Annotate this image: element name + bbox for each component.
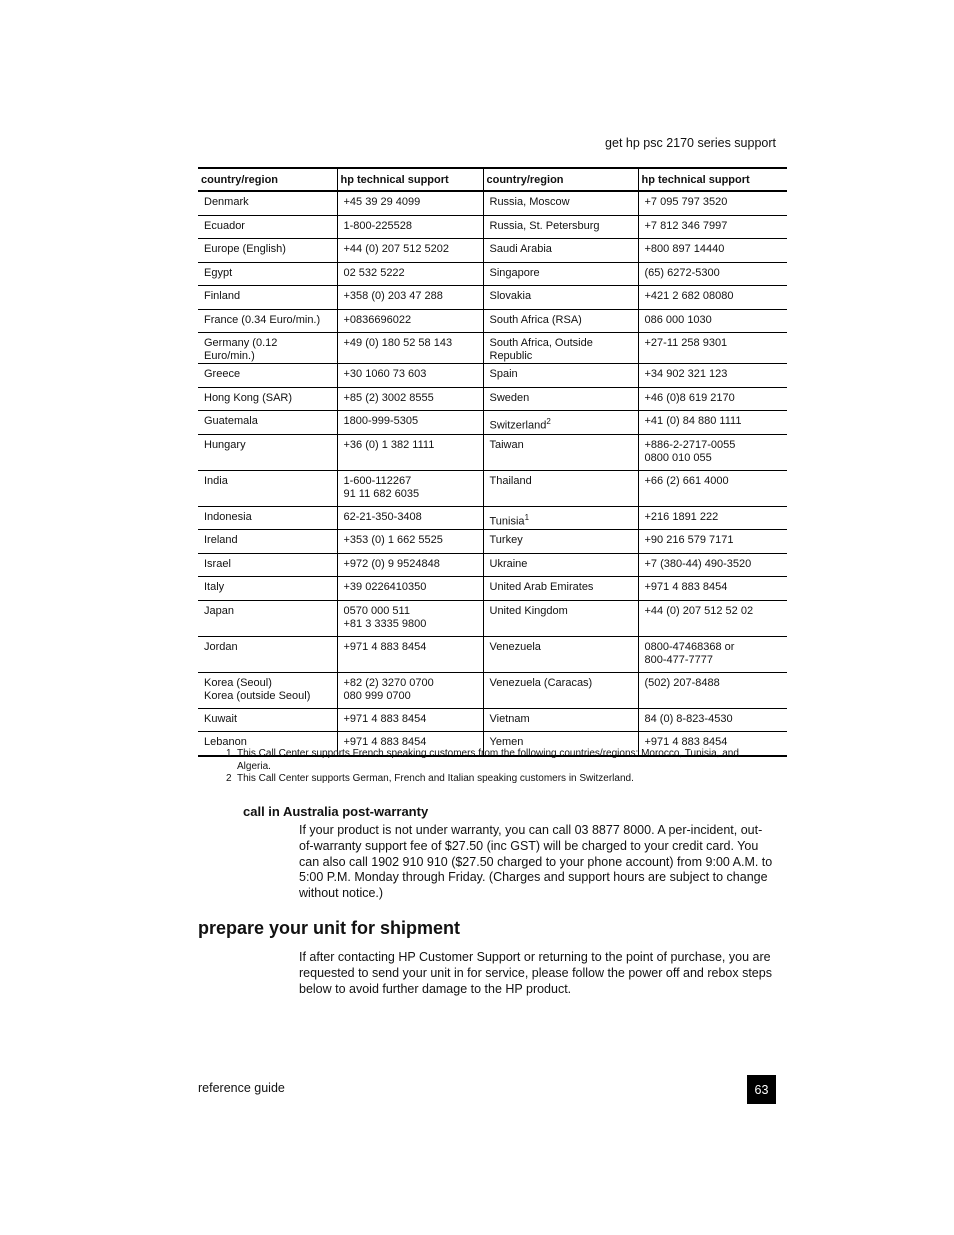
country-cell-text: Guatemala <box>204 415 258 427</box>
column-header-support: hp technical support <box>337 168 483 191</box>
phone-cell <box>638 239 787 263</box>
country-cell <box>198 672 337 708</box>
phone-cell <box>638 470 787 506</box>
shipment-paragraph: If after contacting HP Customer Support or returning to the point of purchase, you are requested to send your unit in for service, please follow the power off and rebox steps below to avoid further damage to the HP product. <box>299 950 772 996</box>
country-cell-text: Korea (Seoul) Korea (outside Seoul) <box>204 676 311 702</box>
phone-cell <box>337 600 483 636</box>
phone-cell-text: +27-11 258 9301 <box>644 337 728 349</box>
phone-cell <box>337 470 483 506</box>
country-cell <box>483 411 638 435</box>
country-cell-text: Tunisia <box>489 515 525 528</box>
phone-cell <box>638 530 787 554</box>
country-cell-text: Hungary <box>204 438 246 451</box>
phone-cell <box>638 191 787 215</box>
phone-cell-text: +85 (2) 3002 8555 <box>343 391 434 404</box>
country-cell-text: Japan <box>204 604 234 617</box>
phone-cell <box>337 411 483 435</box>
country-cell-text: South Africa (RSA) <box>489 313 582 326</box>
phone-cell-text: +46 (0)8 619 2170 <box>644 391 735 404</box>
phone-cell <box>638 708 787 732</box>
table-row <box>198 506 787 530</box>
phone-cell <box>638 636 787 672</box>
phone-cell <box>337 672 483 708</box>
footnotes <box>226 748 766 786</box>
country-cell <box>483 333 638 364</box>
phone-cell-text: +421 2 682 08080 <box>644 290 734 302</box>
country-cell-text: Thailand <box>489 474 532 487</box>
country-cell-text: India <box>204 474 228 487</box>
table-row <box>198 333 787 364</box>
country-cell <box>483 506 638 530</box>
phone-cell <box>337 286 483 310</box>
running-header: get hp psc 2170 series support <box>605 136 776 150</box>
phone-cell <box>638 215 787 239</box>
country-cell <box>483 364 638 388</box>
phone-cell <box>638 309 787 333</box>
country-cell-text: Europe (English) <box>204 243 286 255</box>
phone-cell-text: +44 (0) 207 512 52 02 <box>644 604 754 617</box>
phone-cell <box>337 577 483 601</box>
country-cell-text: Ukraine <box>489 557 528 570</box>
country-cell-text: Venezuela (Caracas) <box>489 676 593 689</box>
table-row <box>198 577 787 601</box>
footnote-marker: 1 <box>524 512 530 522</box>
country-cell <box>198 636 337 672</box>
table-row <box>198 708 787 732</box>
country-cell <box>483 470 638 506</box>
country-cell <box>483 434 638 470</box>
table-row <box>198 470 787 506</box>
phone-cell-text: +358 (0) 203 47 288 <box>343 290 443 302</box>
country-cell <box>483 636 638 672</box>
table-row <box>198 387 787 411</box>
phone-cell <box>638 672 787 708</box>
country-cell <box>198 262 337 286</box>
column-header-country: country/region <box>483 168 638 191</box>
phone-cell-text: +7 812 346 7997 <box>644 219 728 232</box>
phone-cell-text: 086 000 1030 <box>644 313 712 326</box>
country-cell <box>198 191 337 215</box>
phone-cell-text: +800 897 14440 <box>644 243 725 255</box>
phone-cell <box>638 262 787 286</box>
phone-cell-text: +39 0226410350 <box>343 581 427 593</box>
phone-cell <box>337 215 483 239</box>
phone-cell <box>638 506 787 530</box>
australia-heading: call in Australia post-warranty <box>243 804 429 819</box>
phone-cell-text: +41 (0) 84 880 1111 <box>644 415 742 427</box>
phone-cell <box>337 239 483 263</box>
phone-cell-text: 02 532 5222 <box>343 266 405 279</box>
phone-cell-text: +7 (380-44) 490-3520 <box>644 557 752 570</box>
table-row <box>198 672 787 708</box>
phone-cell-text: 1-600-112267 91 11 682 6035 <box>343 474 420 500</box>
country-cell-text: Yemen <box>489 736 524 748</box>
country-cell-text: Saudi Arabia <box>489 243 552 255</box>
phone-cell-text: +971 4 883 8454 <box>343 736 427 748</box>
table-row <box>198 215 787 239</box>
country-cell-text: Denmark <box>204 196 249 208</box>
table-row <box>198 530 787 554</box>
phone-cell-text: +7 095 797 3520 <box>644 196 728 208</box>
country-cell <box>198 286 337 310</box>
phone-cell-text: +971 4 883 8454 <box>644 581 728 593</box>
country-cell-text: United Kingdom <box>489 604 568 617</box>
phone-cell-text: (65) 6272-5300 <box>644 266 720 279</box>
country-cell <box>483 577 638 601</box>
phone-cell-text: +36 (0) 1 382 1111 <box>343 438 435 451</box>
country-cell-text: Vietnam <box>489 712 530 725</box>
country-cell-text: Italy <box>204 581 225 593</box>
country-cell-text: Singapore <box>489 266 540 279</box>
table-row <box>198 262 787 286</box>
phone-cell <box>337 530 483 554</box>
country-cell-text: Finland <box>204 290 241 302</box>
phone-cell-text: +82 (2) 3270 0700 080 999 0700 <box>343 676 434 702</box>
phone-cell <box>337 262 483 286</box>
phone-cell-text: 84 (0) 8-823-4530 <box>644 712 733 725</box>
country-cell <box>198 708 337 732</box>
country-cell <box>483 215 638 239</box>
country-cell <box>483 191 638 215</box>
phone-cell <box>638 600 787 636</box>
country-cell <box>198 577 337 601</box>
country-cell-text: Germany (0.12 Euro/min.) <box>204 337 278 362</box>
phone-cell-text: +45 39 29 4099 <box>343 196 421 208</box>
phone-cell-text: +972 (0) 9 9524848 <box>343 557 440 570</box>
phone-cell <box>638 364 787 388</box>
country-cell <box>483 708 638 732</box>
phone-cell <box>638 286 787 310</box>
phone-cell-text: +66 (2) 661 4000 <box>644 474 729 487</box>
footnote-text: This Call Center supports German, French and Italian speaking customers in Switzerland. <box>237 773 634 784</box>
country-cell <box>483 286 638 310</box>
country-cell <box>198 470 337 506</box>
country-cell <box>198 506 337 530</box>
country-cell <box>198 411 337 435</box>
country-cell <box>198 364 337 388</box>
country-cell <box>483 530 638 554</box>
phone-cell <box>337 434 483 470</box>
country-cell-text: Slovakia <box>489 290 532 302</box>
country-cell <box>483 600 638 636</box>
country-cell <box>198 530 337 554</box>
country-cell <box>198 215 337 239</box>
phone-cell <box>638 577 787 601</box>
country-cell <box>483 262 638 286</box>
country-cell <box>198 600 337 636</box>
table-row <box>198 434 787 470</box>
country-cell <box>483 239 638 263</box>
country-cell <box>483 672 638 708</box>
table-row <box>198 309 787 333</box>
phone-cell-text: +971 4 883 8454 <box>343 712 427 725</box>
phone-cell-text: +216 1891 222 <box>644 510 719 523</box>
table-header-row <box>198 168 787 191</box>
phone-cell-text: 0800-47468368 or 800-477-7777 <box>644 640 735 666</box>
phone-cell <box>638 553 787 577</box>
country-cell-text: Venezuela <box>489 640 541 653</box>
footnote-marker: 2 <box>546 417 551 426</box>
phone-cell <box>638 411 787 435</box>
country-cell-text: Greece <box>204 368 241 380</box>
phone-cell <box>337 309 483 333</box>
country-cell <box>198 553 337 577</box>
phone-cell-text: +353 (0) 1 662 5525 <box>343 534 443 546</box>
footnote <box>226 773 766 786</box>
country-cell-text: Indonesia <box>204 510 252 523</box>
phone-cell <box>337 553 483 577</box>
phone-cell-text: +34 902 321 123 <box>644 368 728 380</box>
footer-guide-title: reference guide <box>198 1081 285 1095</box>
phone-cell-text: +971 4 883 8454 <box>343 640 427 653</box>
country-cell-text: Sweden <box>489 391 530 404</box>
table-body <box>198 191 787 756</box>
phone-cell-text: +90 216 579 7171 <box>644 534 734 546</box>
table-row <box>198 239 787 263</box>
phone-cell-text: 0570 000 511 +81 3 3335 9800 <box>343 604 427 630</box>
page-number: 63 <box>747 1075 776 1104</box>
phone-cell-text: +49 (0) 180 52 58 143 <box>343 337 453 349</box>
country-cell <box>198 333 337 364</box>
phone-cell <box>638 387 787 411</box>
footnote-text: This Call Center supports French speaking customers from the following countries/regions: Morocco, Tunisia, and Algeria. <box>237 748 739 772</box>
footnote-number: 2 <box>226 773 232 784</box>
phone-cell <box>638 333 787 364</box>
country-cell-text: Ecuador <box>204 219 245 232</box>
phone-cell-text: +971 4 883 8454 <box>644 736 728 748</box>
footnote <box>226 748 766 773</box>
phone-cell <box>337 387 483 411</box>
country-cell-text: France (0.34 Euro/min.) <box>204 313 321 326</box>
country-cell-text: Egypt <box>204 266 233 279</box>
table-row <box>198 411 787 435</box>
country-cell-text: Taiwan <box>489 438 524 451</box>
phone-cell-text: 62-21-350-3408 <box>343 510 422 523</box>
phone-cell-text: +886-2-2717-0055 0800 010 055 <box>644 438 736 464</box>
phone-cell <box>337 364 483 388</box>
country-cell-text: Russia, Moscow <box>489 196 570 208</box>
country-cell-text: Kuwait <box>204 712 238 725</box>
shipment-heading: prepare your unit for shipment <box>198 918 461 938</box>
phone-cell-text: (502) 207-8488 <box>644 676 720 689</box>
country-cell-text: Spain <box>489 368 518 380</box>
country-cell-text: Switzerland <box>489 419 547 432</box>
phone-cell <box>337 191 483 215</box>
phone-cell-text: +30 1060 73 603 <box>343 368 427 380</box>
support-phone-table <box>198 167 787 757</box>
country-cell-text: United Arab Emirates <box>489 581 594 593</box>
country-cell <box>483 553 638 577</box>
phone-cell-text: +0836696022 <box>343 313 412 326</box>
country-cell-text: Turkey <box>489 534 523 546</box>
column-header-country: country/region <box>198 168 337 191</box>
phone-cell-text: 1-800-225528 <box>343 219 413 232</box>
phone-cell <box>638 434 787 470</box>
country-cell-text: Ireland <box>204 534 238 546</box>
phone-cell <box>337 636 483 672</box>
phone-cell <box>337 506 483 530</box>
table-row <box>198 553 787 577</box>
phone-cell-text: +44 (0) 207 512 5202 <box>343 243 450 255</box>
table-row <box>198 191 787 215</box>
country-cell <box>198 309 337 333</box>
country-cell <box>198 434 337 470</box>
phone-cell-text: 1800-999-5305 <box>343 415 419 427</box>
country-cell-text: Russia, St. Petersburg <box>489 219 600 232</box>
table-row <box>198 636 787 672</box>
country-cell <box>483 309 638 333</box>
country-cell <box>483 387 638 411</box>
table-row <box>198 600 787 636</box>
phone-cell <box>337 708 483 732</box>
country-cell <box>198 239 337 263</box>
country-cell-text: South Africa, Outside Republic <box>489 337 593 362</box>
footnote-number: 1 <box>226 748 232 759</box>
phone-cell <box>337 333 483 364</box>
column-header-support: hp technical support <box>638 168 787 191</box>
table-row <box>198 286 787 310</box>
country-cell-text: Jordan <box>204 640 238 653</box>
country-cell-text: Hong Kong (SAR) <box>204 391 293 404</box>
country-cell <box>198 387 337 411</box>
table-row <box>198 364 787 388</box>
country-cell-text: Israel <box>204 557 231 570</box>
australia-paragraph: If your product is not under warranty, you can call 03 8877 8000. A per-incident, out-of-warranty support fee of $27.50 (inc GST) will be charged to your credit card. You can also call 1902 910 910 ($27.50 charged to your phone account) from 9:00 A.M. to 5:00 P.M. Monday through Friday. (Charges and support hours are subject to change without notice.) <box>299 823 773 901</box>
country-cell-text: Lebanon <box>204 736 247 748</box>
